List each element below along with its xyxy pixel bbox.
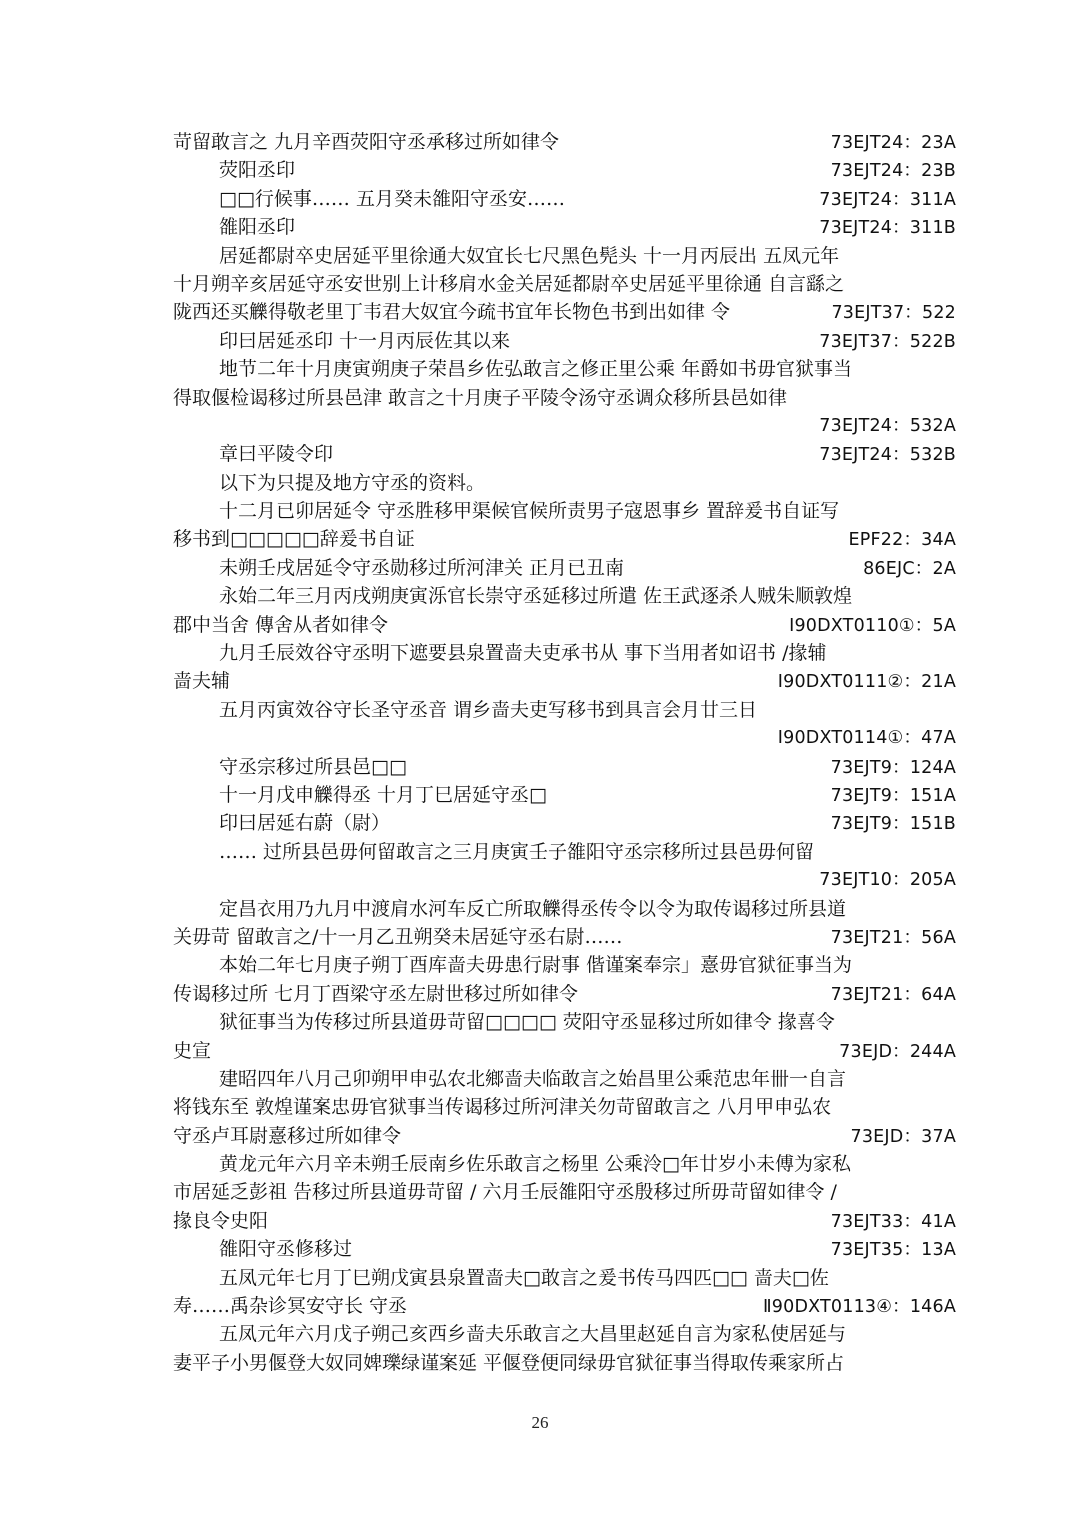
slip-number: 73EJT24：23B [830, 161, 956, 182]
line-text: 本始二年七月庚子朔丁酉库啬夫毋患行尉事 偕谨案奉宗」憙毋官狱征事当为 [219, 954, 853, 977]
text-line [173, 440, 956, 468]
text-line [173, 1349, 956, 1377]
line-text: 守丞宗移过所县邑□□ [219, 755, 407, 778]
line-text: 黄龙元年六月辛未朔壬辰南乡佐乐敢言之杨里 公乘泠□年廿岁小未傅为家私 [219, 1153, 851, 1176]
line-text: 五凤元年七月丁巳朔戊寅县泉置啬夫□敢言之爰书传马四匹□□ 啬夫□佐 [219, 1266, 829, 1289]
text-line [173, 156, 956, 184]
slip-number: 73EJT37：522B [819, 331, 956, 352]
line-text: 建昭四年八月己卯朔甲申弘农北鄉啬夫临敢言之始昌里公乘范忠年卌一自言 [219, 1067, 847, 1090]
slip-number: 73EJT24：532B [819, 445, 956, 466]
line-text: …… 过所县邑毋何留敢言之三月庚寅壬子雒阳守丞宗移所过县邑毋何留 [219, 840, 815, 863]
line-text: 永始二年三月丙戌朔庚寅泺官长崇守丞延移过所遣 佐王武逐杀人贼朱顺敦煌 [219, 585, 853, 608]
text-line [173, 582, 956, 610]
text-line [173, 554, 956, 582]
text-line [173, 1264, 956, 1292]
slip-number: 73EJT9：124A [830, 757, 956, 778]
slip-number: 73EJD：37A [850, 1126, 956, 1147]
slip-number: 73EJT33：41A [830, 1211, 956, 1232]
line-text: 地节二年十月庚寅朔庚子荣昌乡佐弘敢言之修正里公乘 年爵如书毋官狱事当 [219, 358, 853, 381]
text-line [173, 1235, 956, 1263]
line-text: 定昌衣用乃九月中渡肩水河车反亡所取觻得丞传令以令为取传谒移过所县道 [219, 897, 847, 920]
line-text: 荧阳丞印 [219, 159, 296, 182]
text-line [173, 781, 956, 809]
text-line [173, 128, 956, 156]
text-line [173, 951, 956, 979]
text-line [173, 1037, 956, 1065]
text-line [173, 1207, 956, 1235]
text-line [173, 696, 956, 724]
text-line [173, 355, 956, 383]
line-text: 以下为只提及地方守丞的资料。 [219, 471, 486, 494]
text-line [173, 1008, 956, 1036]
slip-number: 73EJT24：311A [819, 189, 956, 210]
text-line [173, 639, 956, 667]
text-line [173, 753, 956, 781]
text-line [173, 1178, 956, 1206]
text-line [173, 838, 956, 866]
line-text: 雒阳守丞修移过 [219, 1238, 353, 1261]
text-line [173, 412, 956, 440]
line-text: 市居延乏彭祖 告移过所县道毋苛留 / 六月壬辰雒阳守丞殷移过所毋苛留如律令 / [173, 1181, 837, 1204]
slip-number: 73EJT21：56A [830, 927, 956, 948]
line-text: 居延都尉卒史居延平里徐通大奴宜长七尺黑色髡头 十一月丙辰出 五凤元年 [219, 244, 840, 267]
text-line [173, 327, 956, 355]
line-text: □□行候事…… 五月癸未雒阳守丞安…… [219, 187, 565, 210]
slip-number: 73EJT10：205A [819, 870, 956, 891]
slip-number: 73EJT24：23A [830, 133, 956, 153]
line-text: 十月朔辛亥居延守丞安世别上计移肩水金关居延都尉卒史居延平里徐通 自言繇之 [173, 272, 845, 295]
text-line [173, 1292, 956, 1320]
text-line [173, 1122, 956, 1150]
line-text: 史宣 [173, 1039, 212, 1062]
text-line [173, 270, 956, 298]
document-body [173, 128, 956, 1377]
line-text: 将钱东至 敦煌谨案忠毋官狱事当传谒移过所河津关勿苛留敢言之 八月甲申弘农 [173, 1096, 832, 1119]
text-line [173, 809, 956, 837]
slip-number: EPF22：34A [848, 530, 956, 551]
line-text: 啬夫辅 [173, 670, 231, 693]
slip-number: 73EJD：244A [839, 1041, 956, 1062]
slip-number: 86EJC：2A [863, 558, 956, 579]
slip-number: 73EJT24：311B [819, 218, 956, 239]
slip-number: Ⅰ90DXT0110①：5A [789, 615, 956, 636]
text-line [173, 1150, 956, 1178]
text-line [173, 213, 956, 241]
text-line [173, 469, 956, 497]
line-text: 五凤元年六月戊子朔己亥西乡啬夫乐敢言之大昌里赵延自言为家私使居延与 [219, 1323, 847, 1346]
line-text: 寿……禹杂诊冥安守长 守丞 [173, 1295, 408, 1318]
slip-number: 73EJT9：151A [830, 785, 956, 806]
line-text: 十一月戊申觻得丞 十月丁巳居延守丞□ [219, 783, 547, 806]
text-line [173, 724, 956, 752]
slip-number: 73EJT9：151B [830, 814, 956, 835]
slip-number: 73EJT37：522 [831, 303, 956, 324]
text-line [173, 611, 956, 639]
text-line [173, 242, 956, 270]
slip-number: Ⅰ90DXT0114①：47A [777, 728, 956, 749]
slip-number: 73EJT24：532A [819, 415, 956, 436]
line-text: 移书到□□□□□辞爰书自证 [173, 528, 415, 551]
line-text: 掾良令史阳 [173, 1209, 269, 1232]
line-text: 章曰平陵令印 [219, 443, 334, 466]
line-text: 印曰居延丞印 十一月丙辰佐其以来 [219, 329, 511, 352]
text-line [173, 866, 956, 894]
text-line [173, 980, 956, 1008]
slip-number: 73EJT21：64A [830, 984, 956, 1005]
line-text: 苛留敢言之 九月辛酉荧阳守丞承移过所如律令 [173, 131, 560, 153]
line-text: 雒阳丞印 [219, 216, 296, 239]
text-line [173, 525, 956, 553]
slip-number: 73EJT35：13A [830, 1240, 956, 1261]
text-line [173, 185, 956, 213]
text-line [173, 298, 956, 326]
text-line [173, 1065, 956, 1093]
text-line [173, 497, 956, 525]
line-text: 得取偃检谒移过所县邑津 敢言之十月庚子平陵令汤守丞调众移所县邑如律 [173, 386, 788, 409]
text-line [173, 1093, 956, 1121]
line-text: 五月丙寅效谷守长圣守丞音 谓乡啬夫吏写移书到具言会月廿三日 [219, 698, 758, 721]
line-text: 守丞卢耳尉憙移过所如律令 [173, 1124, 402, 1147]
line-text: 陇西还买觻得敬老里丁韦君大奴宜今疏书宜年长物色书到出如律 令 [173, 301, 731, 324]
text-line [173, 384, 956, 412]
text-line [173, 667, 956, 695]
line-text: 九月壬辰效谷守丞明下遮要县泉置啬夫吏承书从 事下当用者如诏书 /掾辅 [219, 642, 827, 665]
text-line [173, 895, 956, 923]
line-text: 印曰居延右蔚（尉） [219, 812, 391, 835]
page-number: 26 [531, 1413, 549, 1432]
line-text: 妻平子小男偃登大奴同婢瓅绿谨案延 平偃登便同绿毋官狱征事当得取传乘家所占 [173, 1351, 845, 1374]
slip-number: Ⅰ90DXT0111②：21A [777, 672, 956, 693]
slip-number: Ⅱ90DXT0113④：146A [762, 1297, 956, 1318]
line-text: 狱征事当为传移过所县道毋苛留□□□□ 荧阳守丞显移过所如律令 掾喜令 [219, 1011, 835, 1034]
line-text: 关毋苛 留敢言之/十一月乙丑朔癸未居延守丞右尉…… [173, 925, 623, 948]
line-text: 未朔壬戌居延令守丞勋移过所河津关 正月已丑南 [219, 556, 625, 579]
line-text: 十二月已卯居延令 守丞胜移甲渠候官候所责男子寇恩事乡 置辞爰书自证写 [219, 500, 840, 523]
text-line [173, 923, 956, 951]
line-text: 郡中当舍 傳舍从者如律令 [173, 613, 389, 636]
line-text: 传谒移过所 七月丁酉梁守丞左尉世移过所如律令 [173, 982, 579, 1005]
text-line [173, 1320, 956, 1348]
